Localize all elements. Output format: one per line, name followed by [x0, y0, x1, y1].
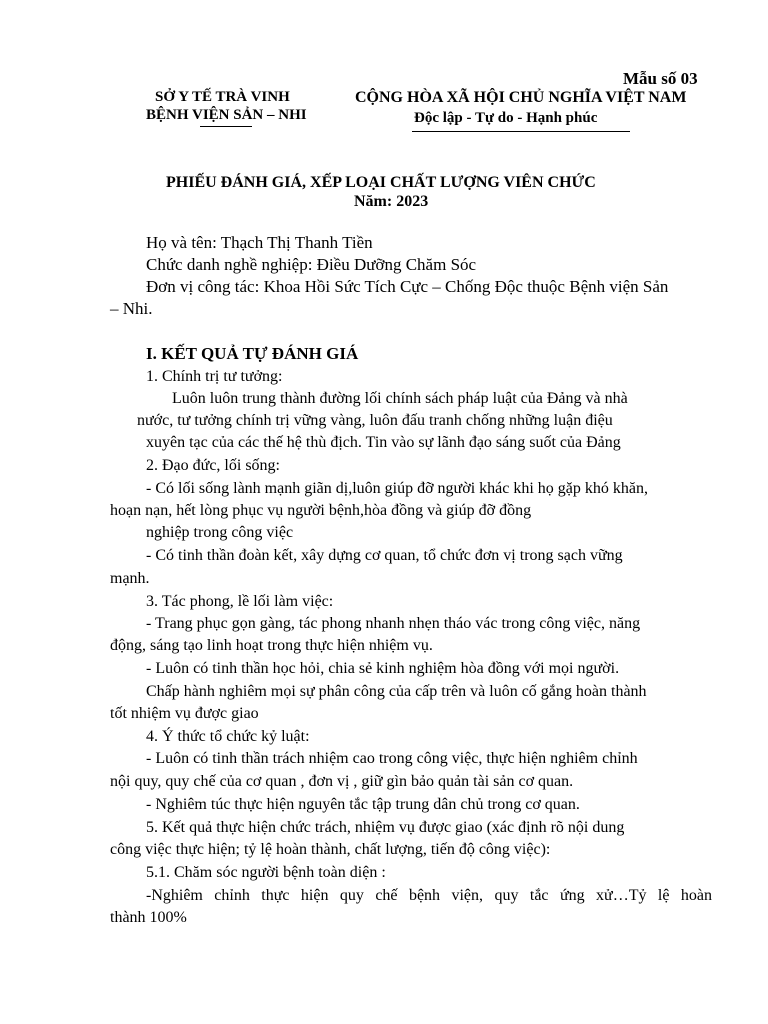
employee-name: Họ và tên: Thạch Thị Thanh Tiền — [146, 233, 373, 252]
paragraph-line: - Trang phục gọn gàng, tác phong nhanh nhẹn tháo vác trong công việc, năng — [146, 615, 641, 632]
paragraph-line: - Có lối sống lành mạnh giãn dị,luôn giúp đỡ người khác khi họ gặp khó khăn, — [146, 480, 648, 497]
work-unit: Đơn vị công tác: Khoa Hồi Sức Tích Cực – Chống Độc thuộc Bệnh viện Sản — [146, 277, 669, 296]
hospital-name: BỆNH VIỆN SẢN – NHI — [146, 107, 307, 123]
paragraph-line: nước, tư tưởng chính trị vững vàng, luôn đấu tranh chống những luận điệu — [137, 412, 613, 429]
item-4-heading: 4. Ý thức tổ chức kỷ luật: — [146, 728, 310, 745]
job-title: Chức danh nghề nghiệp: Điều Dưỡng Chăm Sóc — [146, 255, 477, 274]
paragraph-line: Luôn luôn trung thành đường lối chính sách pháp luật của Đảng và nhà — [172, 390, 628, 407]
item-1-heading: 1. Chính trị tư tưởng: — [146, 368, 283, 385]
section-heading: I. KẾT QUẢ TỰ ĐÁNH GIÁ — [146, 344, 359, 363]
paragraph-line: hoạn nạn, hết lòng phục vụ người bệnh,hòa đồng và giúp đỡ đồng — [110, 502, 532, 519]
paragraph-line: thành 100% — [110, 909, 187, 926]
agency-name: SỞ Y TẾ TRÀ VINH — [155, 89, 290, 105]
paragraph-line: - Luôn có tinh thần học hỏi, chia sẻ kinh nghiệm hòa đồng với mọi người. — [146, 660, 620, 677]
paragraph-line: xuyên tạc của các thế hệ thù địch. Tin vào sự lãnh đạo sáng suốt của Đảng — [146, 434, 621, 451]
paragraph-line: tốt nhiệm vụ được giao — [110, 705, 259, 722]
item-2-heading: 2. Đạo đức, lối sống: — [146, 457, 280, 474]
form-year: Năm: 2023 — [354, 193, 429, 210]
hospital-underline — [200, 126, 252, 127]
item-5-heading: 5. Kết quả thực hiện chức trách, nhiệm vụ được giao (xác định rõ nội dung — [146, 819, 625, 836]
paragraph-line: - Có tinh thần đoàn kết, xây dựng cơ quan, tổ chức đơn vị trong sạch vững — [146, 547, 623, 564]
nation-motto: Độc lập - Tự do - Hạnh phúc — [414, 110, 598, 126]
form-number: Mẫu số 03 — [623, 69, 698, 88]
paragraph-line: động, sáng tạo linh hoạt trong thực hiện nhiệm vụ. — [110, 637, 433, 654]
paragraph-line: -Nghiêm chỉnh thực hiện quy chế bệnh viện, quy tắc ứng xử…Tỷ lệ hoàn — [146, 887, 712, 904]
subitem-5-1-heading: 5.1. Chăm sóc người bệnh toàn diện : — [146, 864, 386, 881]
paragraph-line: nghiệp trong công việc — [146, 524, 294, 541]
paragraph-line: Chấp hành nghiêm mọi sự phân công của cấp trên và luôn cố gắng hoàn thành — [146, 683, 647, 700]
paragraph-line: công việc thực hiện; tỷ lệ hoàn thành, chất lượng, tiến độ công việc): — [110, 841, 551, 858]
paragraph-line: - Nghiêm túc thực hiện nguyên tắc tập trung dân chủ trong cơ quan. — [146, 796, 580, 813]
nation-name: CỘNG HÒA XÃ HỘI CHỦ NGHĨA VIỆT NAM — [355, 89, 687, 106]
paragraph-line: - Luôn có tinh thần trách nhiệm cao trong công việc, thực hiện nghiêm chỉnh — [146, 750, 638, 767]
item-3-heading: 3. Tác phong, lề lối làm việc: — [146, 593, 334, 610]
paragraph-line: nội quy, quy chế của cơ quan , đơn vị , giữ gìn bảo quản tài sản cơ quan. — [110, 773, 574, 790]
paragraph-line: mạnh. — [110, 570, 150, 587]
form-title: PHIẾU ĐÁNH GIÁ, XẾP LOẠI CHẤT LƯỢNG VIÊN CHỨC — [166, 174, 596, 191]
work-unit-cont: – Nhi. — [110, 299, 153, 318]
motto-underline — [412, 131, 630, 132]
